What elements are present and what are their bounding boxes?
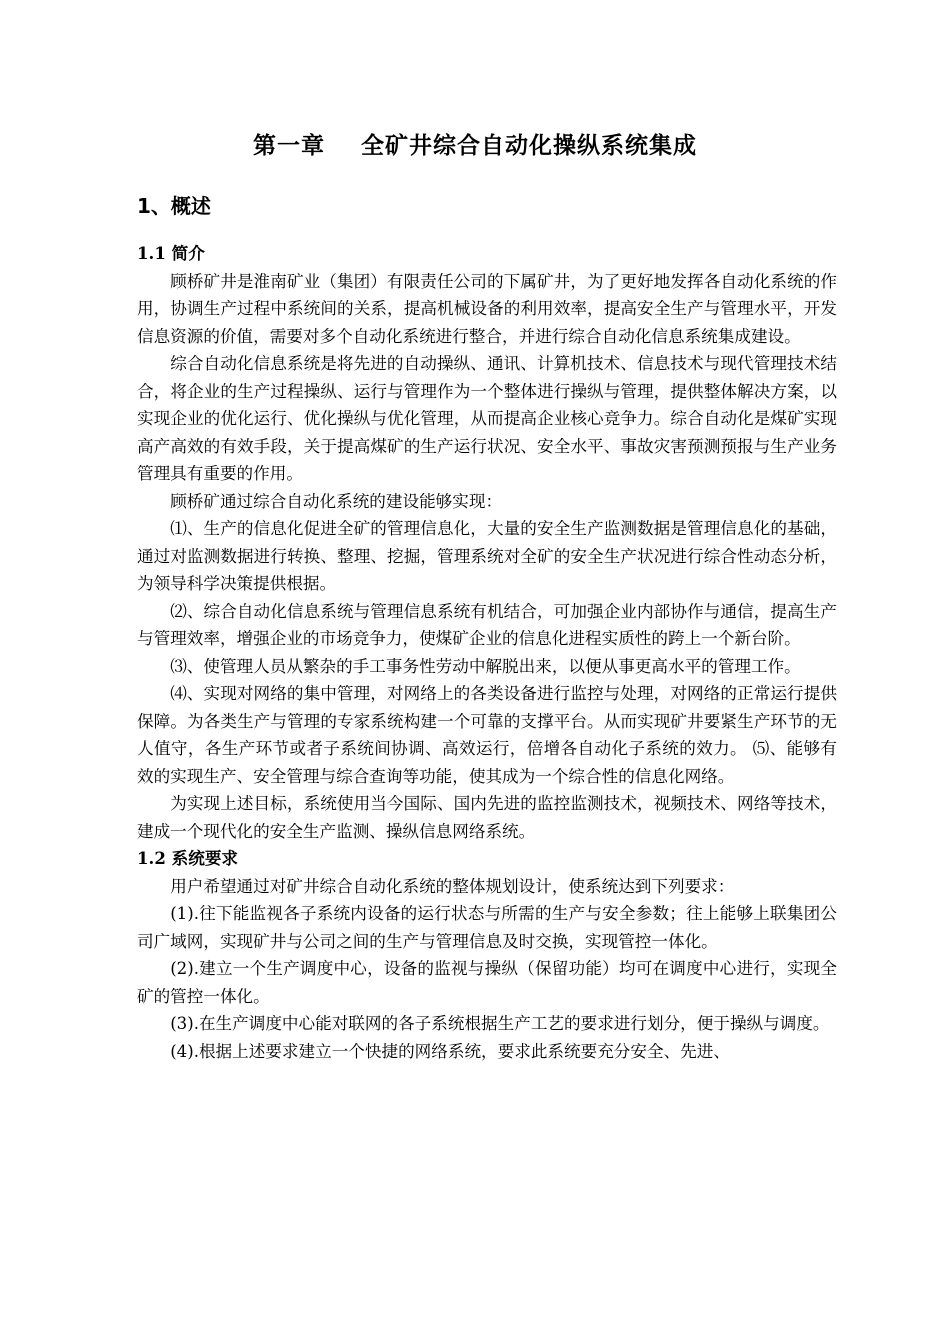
paragraph: 为实现上述目标，系统使用当今国际、国内先进的监控监测技术，视频技术、网络等技术，建成一个现代化的安全生产监测、操纵信息网络系统。 bbox=[137, 794, 837, 841]
paragraph: (2).建立一个生产调度中心，设备的监视与操纵（保留功能）均可在调度中心进行，实现全矿的管控一体化。 bbox=[137, 959, 837, 1006]
subsection-heading-1-1: 1.1 简介 bbox=[137, 243, 205, 263]
paragraph: (1).往下能监视各子系统内设备的运行状态与所需的生产与安全参数；往上能够上联集团公司广域网，实现矿井与公司之间的生产与管理信息及时交换，实现管控一体化。 bbox=[137, 904, 837, 951]
paragraph: ⑶、使管理人员从繁杂的手工事务性劳动中解脱出来，以便从事更高水平的管理工作。 bbox=[170, 656, 801, 676]
paragraph: 顾桥矿井是淮南矿业（集团）有限责任公司的下属矿井，为了更好地发挥各自动化系统的作用，协调生产过程中系统间的关系，提高机械设备的利用效率，提高安全生产与管理水平，开发信息资源的价值，需要对多个自动化系统进行整合，并进行综合自动化信息系统集成建设。 bbox=[137, 271, 837, 346]
chapter-title bbox=[0, 130, 950, 162]
chapter-name: 全矿井综合自动化操纵系统集成 bbox=[361, 133, 697, 159]
subsection-heading-1-2: 1.2 系统要求 bbox=[137, 848, 239, 868]
chapter-label: 第一章 bbox=[253, 133, 325, 159]
paragraph: 顾桥矿通过综合自动化系统的建设能够实现： bbox=[170, 491, 503, 511]
section-heading: 1、概述 bbox=[137, 194, 211, 218]
paragraph: ⑴、生产的信息化促进全矿的管理信息化，大量的安全生产监测数据是管理信息化的基础，通过对监测数据进行转换、整理、挖掘，管理系统对全矿的安全生产状况进行综合性动态分析，为领导科学决策提供根据。 bbox=[137, 519, 837, 593]
paragraph: 用户希望通过对矿井综合自动化系统的整体规划设计，使系统达到下列要求： bbox=[170, 876, 735, 896]
paragraph: (3).在生产调度中心能对联网的各子系统根据生产工艺的要求进行划分，便于操纵与调度。 bbox=[170, 1014, 830, 1033]
document-body bbox=[137, 240, 837, 1065]
paragraph: ⑵、综合自动化信息系统与管理信息系统有机结合，可加强企业内部协作与通信，提高生产与管理效率，增强企业的市场竞争力，使煤矿企业的信息化进程实质性的跨上一个新台阶。 bbox=[137, 601, 837, 648]
paragraph: (4).根据上述要求建立一个快捷的网络系统，要求此系统要充分安全、先进、 bbox=[170, 1041, 730, 1061]
paragraph: 综合自动化信息系统是将先进的自动操纵、通讯、计算机技术、信息技术与现代管理技术结合，将企业的生产过程操纵、运行与管理作为一个整体进行操纵与管理，提供整体解决方案，以实现企业的优化运行、优化操纵与优化管理，从而提高企业核心竞争力。综合自动化是煤矿实现高产高效的有效手段，关于提高煤矿的生产运行状况、安全水平、事故灾害预测预报与生产业务管理具有重要的作用。 bbox=[137, 354, 837, 483]
paragraph: ⑷、实现对网络的集中管理，对网络上的各类设备进行监控与处理，对网络的正常运行提供保障。为各类生产与管理的专家系统构建一个可靠的支撑平台。从而实现矿井要紧生产环节的无人值守，各生产环节或者子系统间协调、高效运行，倍增各自动化子系统的效力。 ⑸、能够有效的实现生产、安全管理与综合查询等功能，使其成为一个综合性的信息化网络。 bbox=[137, 684, 837, 786]
